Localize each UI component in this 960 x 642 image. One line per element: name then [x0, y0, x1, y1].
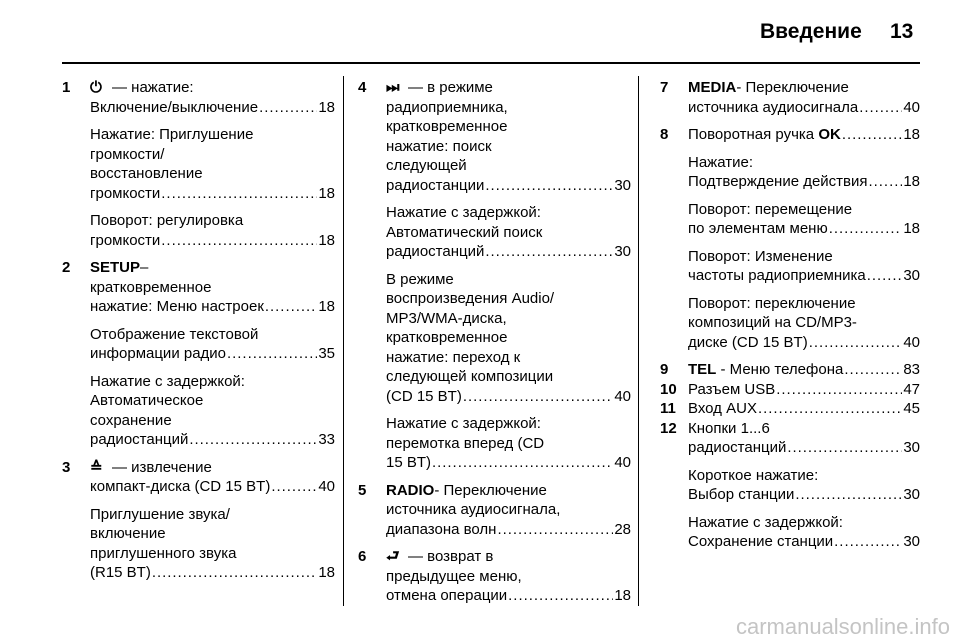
watermark-link[interactable]: carmanualsonline.info — [735, 614, 950, 639]
column-separator-2 — [638, 76, 639, 606]
item-7 — [660, 78, 920, 117]
item-heading: - Переключение — [434, 481, 547, 499]
entry-text: Сохранение станции — [688, 533, 834, 550]
item-heading: — возврат в — [408, 548, 494, 565]
item-heading: Разъем USB — [688, 380, 776, 398]
entry-text: Короткое нажатие: — [688, 466, 819, 484]
page-ref: 40 — [614, 454, 631, 471]
entry-text: источника аудиосигнала — [688, 98, 859, 116]
entry-text: предыдущее меню, — [386, 567, 522, 585]
page-ref: 47 — [903, 380, 920, 398]
header-rule — [62, 62, 920, 64]
page-ref: 18 — [318, 98, 335, 116]
item-4 — [358, 78, 631, 473]
page-ref: 30 — [614, 243, 631, 260]
entry-text: В режиме — [386, 270, 454, 288]
entry-text: диапазона волн — [386, 520, 497, 538]
item-number: 3 — [62, 458, 71, 476]
entry-text: Нажатие с задержкой: — [688, 513, 843, 531]
tel-key-label: TEL — [688, 361, 717, 378]
page-ref: 30 — [903, 486, 920, 503]
item-number: 6 — [358, 548, 367, 565]
entry-text: Выбор станции — [688, 486, 795, 503]
entry-text: воспроизведения Audio/ — [386, 290, 555, 307]
entry-text: информации радио — [90, 345, 227, 362]
entry-text: компакт-диска (CD 15 BT) — [90, 478, 271, 495]
item-8 — [660, 125, 920, 352]
item-number: 7 — [660, 79, 669, 96]
page-ref: 18 — [903, 173, 920, 190]
entry-text: радиостанций — [90, 431, 189, 448]
page-ref: 18 — [614, 587, 631, 604]
entry-text: источника аудиосигнала, — [386, 501, 561, 518]
entry-text: громкости/ — [90, 145, 165, 163]
column-separator-1 — [343, 76, 344, 606]
entry-text: радиостанций — [688, 439, 787, 456]
item-number: 9 — [660, 361, 669, 378]
page-ref: 18 — [318, 298, 335, 315]
entry-text: нажатие: поиск — [386, 137, 492, 155]
item-number: 5 — [358, 481, 367, 499]
entry-text: Нажатие с задержкой: — [386, 415, 541, 432]
item-number: 8 — [660, 126, 669, 143]
entry-text: Подтверждение действия — [688, 173, 868, 190]
page-ref: 40 — [903, 98, 920, 116]
entry-text: восстановление — [90, 165, 203, 182]
entry-text: кратковременное — [386, 118, 508, 135]
item-number: 2 — [62, 259, 71, 276]
entry-text: Автоматическое — [90, 392, 204, 409]
page-ref: 18 — [318, 564, 335, 581]
entry-text: нажатие: переход к — [386, 348, 521, 366]
entry-text: кратковременное — [90, 278, 212, 296]
entry-text: приглушенного звука — [90, 544, 237, 562]
entry-text: сохранение — [90, 411, 172, 429]
entry-text: композиций на CD/MP3- — [688, 314, 857, 331]
item-heading: Поворотная ручка — [688, 126, 819, 143]
page-ref: 40 — [903, 333, 920, 351]
forward-icon: ⏭ — [386, 79, 400, 96]
entry-text: по элементам меню — [688, 220, 828, 237]
entry-text: Отображение текстовой — [90, 325, 259, 343]
entry-text: Поворот: перемещение — [688, 200, 853, 218]
item-number: 12 — [660, 419, 677, 437]
page-ref: 18 — [903, 220, 920, 237]
entry-text: Включение/выключение — [90, 98, 259, 116]
item-heading: — в режиме — [408, 79, 493, 96]
entry-text: (R15 BT) — [90, 564, 151, 581]
media-key-label: MEDIA — [688, 79, 737, 96]
item-number: 11 — [660, 400, 676, 417]
item-number: 1 — [62, 79, 71, 96]
entry-text: Нажатие: Приглушение — [90, 126, 254, 143]
page-ref: 18 — [318, 184, 335, 202]
entry-text: частоты радиоприемника — [688, 267, 866, 284]
item-number: 4 — [358, 79, 367, 96]
entry-text: (CD 15 BT) — [386, 387, 462, 405]
page-ref: 30 — [614, 176, 631, 194]
entry-text: нажатие: Меню настроек — [90, 298, 264, 315]
entry-text: радиоприемника, — [386, 98, 508, 116]
item-heading: Кнопки 1...6 — [688, 419, 770, 437]
item-10 — [660, 380, 920, 400]
page-ref: 83 — [903, 361, 920, 378]
page-ref: 30 — [903, 267, 920, 284]
item-heading: — извлечение — [112, 458, 212, 476]
entry-text: громкости — [90, 184, 161, 202]
radio-key-label: RADIO — [386, 481, 435, 499]
page-ref: 18 — [318, 231, 335, 249]
item-6 — [358, 547, 631, 606]
item-number: 10 — [660, 380, 677, 398]
item-heading: - Меню телефона — [716, 361, 844, 378]
entry-text: Поворот: регулировка — [90, 212, 244, 229]
item-heading: - Переключение — [736, 79, 849, 96]
item-2 — [62, 258, 335, 450]
entry-text: радиостанций — [386, 243, 485, 260]
item-9 — [660, 360, 920, 380]
entry-text: Поворот: переключение — [688, 294, 856, 312]
entry-text: кратковременное — [386, 329, 508, 346]
entry-text: Приглушение звука/ — [90, 505, 230, 523]
entry-text: включение — [90, 525, 166, 542]
eject-icon: ≙ — [90, 458, 103, 476]
entry-text: следующей композиции — [386, 368, 554, 385]
entry-text: диске (CD 15 BT) — [688, 333, 808, 351]
page-ref: 40 — [318, 478, 335, 495]
page-ref: 30 — [903, 533, 920, 550]
entry-text: Нажатие с задержкой: — [90, 372, 245, 390]
back-icon: ⮐ — [386, 548, 400, 565]
entry-text: отмена операции — [386, 587, 508, 604]
entry-text: громкости — [90, 231, 161, 249]
ok-key-label: OK — [818, 126, 841, 143]
item-3 — [62, 458, 335, 583]
page-ref: 45 — [903, 400, 920, 417]
entry-text: Автоматический поиск — [386, 223, 543, 241]
column-2 — [358, 78, 631, 606]
entry-text: Поворот: Изменение — [688, 247, 833, 265]
item-11 — [660, 399, 920, 419]
entry-text: Нажатие с задержкой: — [386, 204, 541, 221]
item-heading: Вход AUX — [688, 400, 757, 417]
entry-text: перемотка вперед (CD — [386, 434, 545, 452]
page-ref: 30 — [903, 439, 920, 456]
page-ref: 35 — [318, 345, 335, 362]
page-ref: 28 — [614, 520, 631, 538]
entry-text: Нажатие: — [688, 153, 753, 171]
item-5 — [358, 481, 631, 540]
power-icon: ⏻ — [90, 79, 102, 96]
item-heading: – — [140, 259, 149, 276]
entry-text: радиостанции — [386, 176, 485, 194]
page-number: 13 — [890, 20, 914, 43]
item-heading: — нажатие: — [112, 79, 194, 96]
page-ref: 33 — [318, 431, 335, 448]
page-ref: 18 — [903, 126, 920, 143]
column-3 — [660, 78, 920, 560]
entry-text: 15 BT) — [386, 454, 432, 471]
entry-text: MP3/WMA-диска, — [386, 309, 507, 327]
column-1 — [62, 78, 335, 591]
entry-text: следующей — [386, 157, 467, 174]
item-12 — [660, 419, 920, 552]
item-1 — [62, 78, 335, 250]
page-header-title: Введение — [760, 20, 862, 43]
setup-key-label: SETUP — [90, 259, 141, 276]
page-ref: 40 — [614, 387, 631, 405]
